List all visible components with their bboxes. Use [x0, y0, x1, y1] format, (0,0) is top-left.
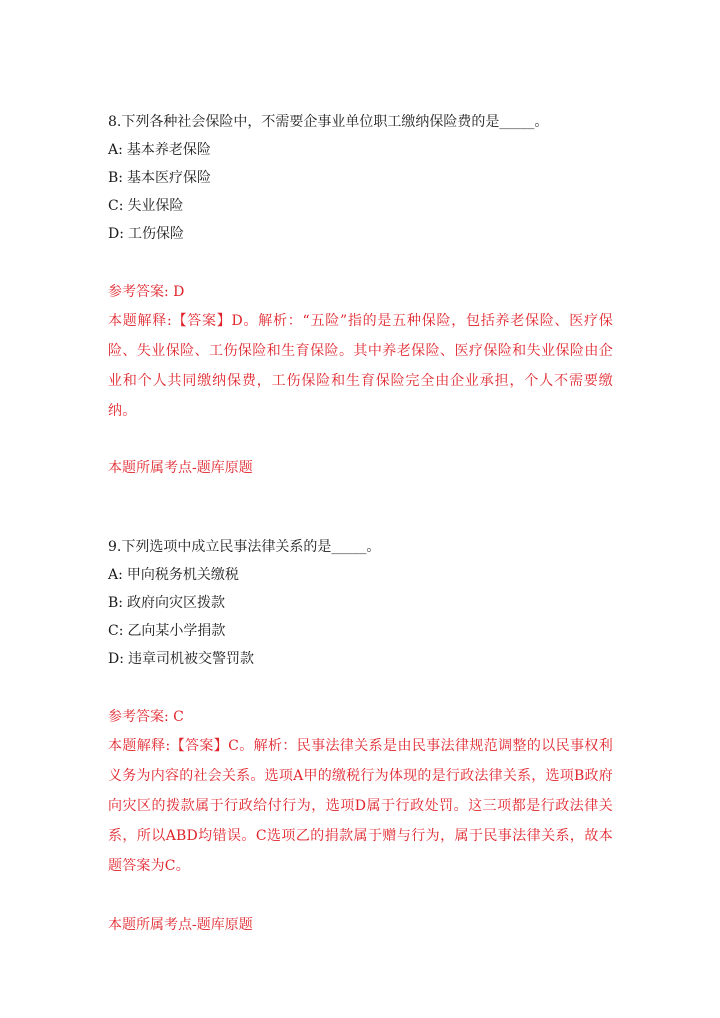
reference-answer: 参考答案: D [108, 284, 185, 300]
option-text: 违章司机被交警罚款 [127, 651, 254, 667]
question-stem: 8.下列各种社会保险中，不需要企事业单位职工缴纳保险费的是_____。 [108, 114, 549, 130]
option-text: 甲向税务机关缴税 [126, 567, 239, 583]
question-9 [108, 533, 613, 939]
question-stem: 9.下列选项中成立民事法律关系的是_____。 [108, 539, 381, 555]
question-source: 本题所属考点-题库原题 [108, 917, 253, 933]
option-letter: D: [108, 651, 124, 667]
option-a [108, 136, 613, 164]
option-text: 基本养老保险 [126, 142, 211, 158]
option-text: 乙向某小学捐款 [127, 623, 226, 639]
question-source: 本题所属考点-题库原题 [108, 460, 253, 476]
option-a [108, 561, 613, 589]
option-letter: A: [108, 567, 123, 583]
answer-explanation: 本题解释:【答案】C。解析：民事法律关系是由民事法律规范调整的以民事权利义务为内容的社会关系。选项A甲的缴税行为体现的是行政法律关系，选项B政府向灾区的拨款属于行政给付行为，选项D属于行政处罚。这三项都是行政法律关系，所以ABD均错误。C选项乙的捐款属于赠与行为，属于民事法律关系，故本题答案为C。 [108, 738, 613, 874]
option-b [108, 589, 613, 617]
option-letter: C: [108, 198, 124, 214]
option-b [108, 164, 613, 192]
option-d [108, 220, 613, 248]
option-letter: B: [108, 170, 124, 186]
answer-explanation: 本题解释:【答案】D。解析：“五险”指的是五种保险，包括养老保险、医疗保险、失业保险、工伤保险和生育保险。其中养老保险、医疗保险和失业保险由企业和个人共同缴纳保费，工伤保险和生育保险完全由企业承担，个人不需要缴纳。 [108, 313, 613, 419]
option-text: 政府向灾区拨款 [127, 595, 226, 611]
reference-answer: 参考答案: C [108, 709, 184, 725]
option-letter: D: [108, 226, 124, 242]
option-c [108, 617, 613, 645]
option-d [108, 645, 613, 673]
option-text: 工伤保险 [127, 226, 184, 242]
question-8 [108, 108, 613, 482]
option-letter: B: [108, 595, 124, 611]
option-letter: C: [108, 623, 124, 639]
option-text: 失业保险 [127, 198, 184, 214]
option-letter: A: [108, 142, 123, 158]
option-text: 基本医疗保险 [127, 170, 212, 186]
option-c [108, 192, 613, 220]
